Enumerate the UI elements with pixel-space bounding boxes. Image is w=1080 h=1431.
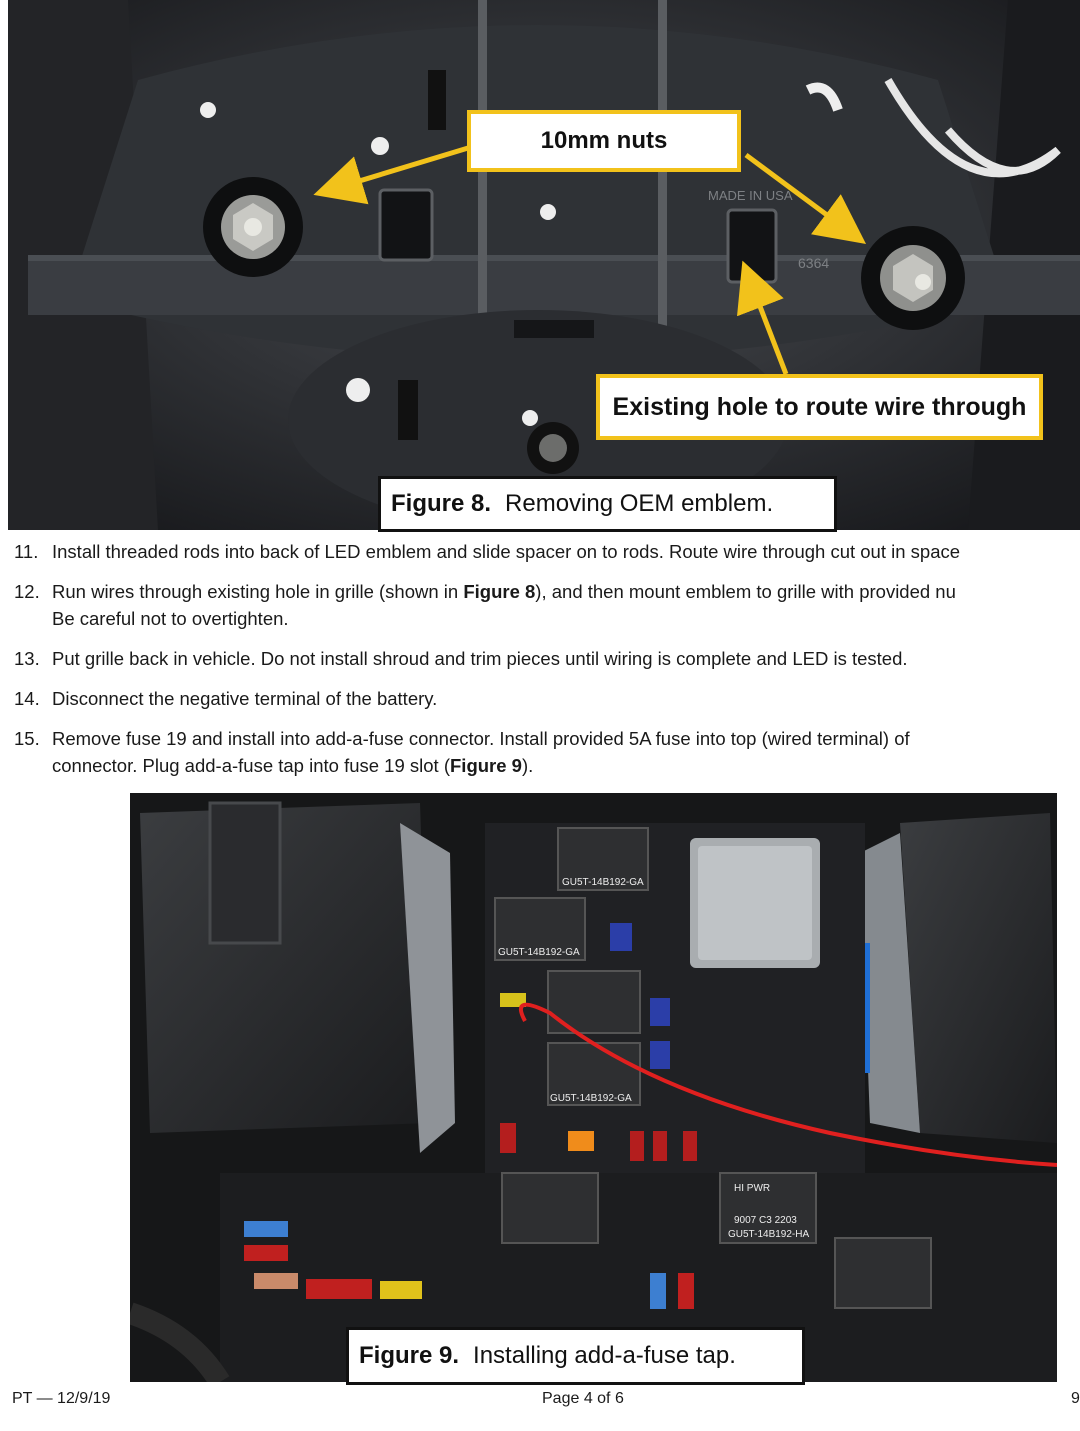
relay-label-3: GU5T-14B192-GA [550,1093,632,1104]
step-text-line-1 [52,578,1080,605]
step-13 [14,645,1080,675]
step-text-line-2 [52,752,1080,779]
step-text: Disconnect the negative terminal of the battery. [52,688,438,709]
step-text: Put grille back in vehicle. Do not install shroud and trim pieces until wiring is complete and LED is tested. [52,648,908,669]
figure-9-reference: Figure 9 [450,755,522,776]
relay-brand: HI PWR [734,1183,771,1194]
figure-8-reference: Figure 8 [463,581,536,602]
figure-8-label: Figure 8. [391,490,492,517]
step-text-line-2: Be careful not to overtighten. [52,608,289,629]
figure-9-caption [346,1327,805,1385]
figure-8-caption-text: Removing OEM emblem. [505,490,774,517]
footer-right-mark: 9 [1071,1390,1080,1407]
step-14 [14,685,1080,715]
fuse-box-illustration [130,793,1057,1382]
relay-label-2: GU5T-14B192-GA [498,947,580,958]
figure-9-label: Figure 9. [359,1342,460,1369]
footer-page-number: Page 4 of 6 [542,1390,624,1407]
emblem-made-in-text: MADE IN USA [708,188,793,203]
step-11 [14,538,1080,568]
relay-label-4: 9007 C3 2203 [734,1215,797,1226]
step-number: 14. [14,688,40,709]
figure-8-caption [378,476,837,532]
figure-8-photo [8,0,1080,530]
step-number: 12. [14,581,40,602]
footer-author-date: PT — 12/9/19 [12,1390,111,1407]
step-number: 11. [14,541,39,562]
step-text: Install threaded rods into back of LED emblem and slide spacer on to rods. Route wire through cut out in space [52,541,961,562]
step-text-line-1: Remove fuse 19 and install into add-a-fuse connector. Install provided 5A fuse into top (wired terminal) of [52,728,910,749]
step-number: 13. [14,648,40,669]
step-15 [14,725,1080,783]
step-text-pre: Run wires through existing hole in grille (shown in [52,581,464,602]
step-text-post: ). [521,755,534,776]
relay-label-5: GU5T-14B192-HA [728,1229,810,1240]
step-text-pre: connector. Plug add-a-fuse tap into fuse 19 slot ( [52,755,450,776]
emblem-bracket-illustration [8,0,1080,530]
figure-9-photo [130,793,1057,1382]
step-12 [14,578,1080,636]
relay-label-1: GU5T-14B192-GA [562,877,644,888]
figure-9-caption-text: Installing add-a-fuse tap. [473,1342,736,1369]
step-text-post: ), and then mount emblem to grille with provided nu [535,581,956,602]
emblem-part-number: 6364 [798,255,830,271]
callout-10mm-nuts: 10mm nuts [467,110,741,172]
callout-existing-hole: Existing hole to route wire through [596,374,1043,440]
step-number: 15. [14,728,40,749]
